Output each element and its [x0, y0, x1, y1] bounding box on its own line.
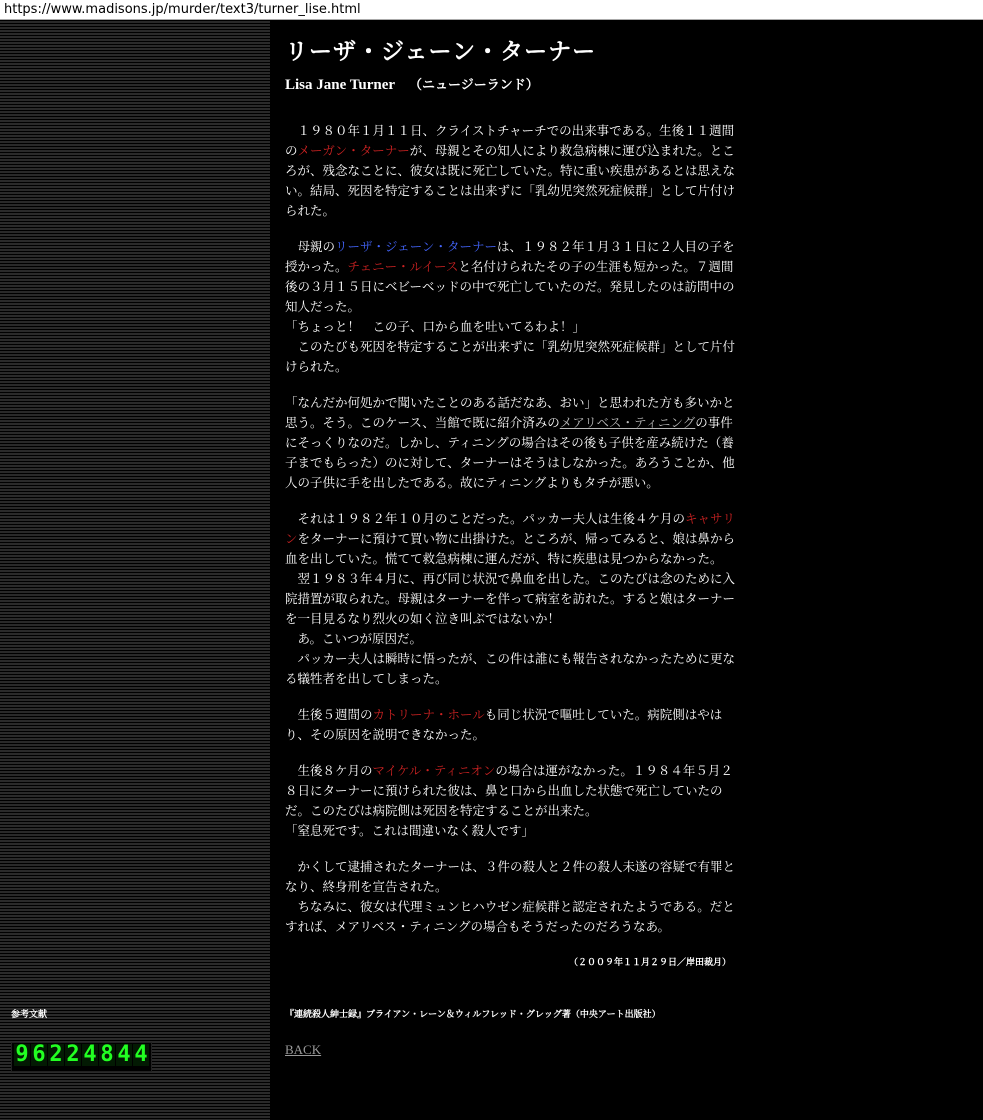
- text: は、１９８２年１月３１日に２人目の子を授かった。: [285, 239, 735, 274]
- paragraph-3: [285, 393, 745, 493]
- victim-name: メーガン・ターナー: [297, 143, 410, 158]
- reference-citation: 『連続殺人紳士録』ブライアン・レーン＆ウィルフレッド・グレッグ著（中央アート出版社）: [285, 1010, 661, 1020]
- paragraph-7: [285, 857, 745, 937]
- paragraph-6: [285, 761, 745, 841]
- victim-name: チェニー・ルイース: [347, 259, 459, 274]
- text: と名付けられたその子の生涯も短かった。７週間後の３月１５日にベビーベッドの中で死亡していたのだ。発見したのは訪問中の知人だった。: [285, 259, 735, 314]
- tinning-link[interactable]: メアリベス・ティニング: [559, 415, 696, 430]
- paragraph-5: [285, 705, 745, 745]
- paragraph-4: [285, 509, 745, 689]
- paragraph-1: [285, 121, 745, 221]
- counter-digit: 9: [15, 1042, 29, 1067]
- sidebar: [0, 20, 270, 1120]
- page-title: リーザ・ジェーン・ターナー: [285, 39, 597, 65]
- counter-digit: 8: [100, 1042, 114, 1067]
- counter-digit: 4: [83, 1042, 97, 1067]
- counter-digit: 6: [32, 1042, 46, 1067]
- text: をターナーに預けて買い物に出掛けた。ところが、帰ってみると、娘は鼻から血を出していた。慌てて救急病棟に運んだが、特に疾患は見つからなかった。: [285, 531, 736, 566]
- text: パッカー夫人は瞬時に悟ったが、この件は誰にも報告されなかったために更なる犠牲者を出してしまった。: [285, 651, 736, 686]
- text: が、母親とその知人により救急病棟に運び込まれた。ところが、残念なことに、彼女は既に死亡していた。特に重い疾患があるとは思えない。結局、死因を特定することは出来ずに「乳幼児突然死症候群」として片付けられた。: [285, 143, 736, 218]
- victim-name: カトリーナ・ホール: [372, 707, 485, 722]
- back-link[interactable]: BACK: [285, 1042, 322, 1057]
- text: 生後８ケ月の: [285, 763, 373, 778]
- counter-digit: 4: [134, 1042, 148, 1067]
- quote: 「窒息死です。これは間違いなく殺人です」: [285, 823, 535, 838]
- counter-digit: 2: [49, 1042, 63, 1067]
- page-subtitle: [285, 74, 745, 94]
- subject-name: リーザ・ジェーン・ターナー: [335, 239, 498, 254]
- text: １９８０年１月１１日、クライストチャーチでの出来事である。生後１１週間の: [285, 123, 735, 158]
- text: 生後５週間の: [285, 707, 373, 722]
- text: の場合は運がなかった。１９８４年５月２８日にターナーに預けられた彼は、鼻と口から出血した状態で死亡していたのだ。このたびは病院側は死因を特定することが出来た。: [285, 763, 733, 818]
- counter-digit: 2: [66, 1042, 80, 1067]
- text: の事件にそっくりなのだ。しかし、ティニングの場合はその後も子供を産み続けた（養子までもらった）のに対して、ターナーはそうはしなかった。あろうことか、他人の子供に手を出したである。故にティニングよりもタチが悪い。: [285, 415, 735, 490]
- quote: 「ちょっと！ この子、口から血を吐いてるわよ！」: [285, 319, 586, 334]
- author-date: （２００９年１１月２９日／岸田裁月）: [568, 958, 731, 968]
- main-content: [285, 20, 745, 1057]
- subtitle-name: Lisa Jane Turner: [285, 77, 396, 93]
- address-bar[interactable]: https://www.madisons.jp/murder/text3/turner_lise.html: [0, 0, 983, 20]
- text: も同じ状況で嘔吐していた。病院側はやはり、その原因を説明できなかった。: [285, 707, 723, 742]
- text: このたびも死因を特定することが出来ずに「乳幼児突然死症候群」として片付けられた。: [285, 339, 736, 374]
- text: 翌１９８３年４月に、再び同じ状況で鼻血を出した。このたびは念のために入院措置が取られた。母親はターナーを伴って病室を訪れた。すると娘はターナーを一目見るなり烈火の如く泣き叫ぶではないか！: [285, 571, 736, 626]
- text: 母親の: [285, 239, 336, 254]
- article-body: [285, 121, 745, 973]
- text: かくして逮捕されたターナーは、３件の殺人と２件の殺人未遂の容疑で有罪となり、終身刑を宣告された。: [285, 859, 736, 894]
- reference-label: 参考文献: [11, 1010, 48, 1020]
- counter-digit: 4: [117, 1042, 131, 1067]
- text: あ。こいつが原因だ。: [285, 631, 423, 646]
- access-counter: [11, 1042, 152, 1072]
- text: 「なんだか何処かで聞いたことのある話だなあ、おい」と思われた方も多いかと思う。そう。このケース、当館で既に紹介済みの: [285, 395, 735, 430]
- victim-name: マイケル・ティニオン: [372, 763, 496, 778]
- paragraph-2: [285, 237, 745, 377]
- subtitle-country: （ニュージーランド）: [409, 78, 539, 93]
- victim-name: キャサリン: [285, 511, 736, 546]
- text: それは１９８２年１０月のことだった。パッカー夫人は生後４ケ月の: [285, 511, 686, 526]
- text: ちなみに、彼女は代理ミュンヒハウゼン症候群と認定されたようである。だとすれば、メアリベス・ティニングの場合もそうだったのだろうなあ。: [285, 899, 735, 934]
